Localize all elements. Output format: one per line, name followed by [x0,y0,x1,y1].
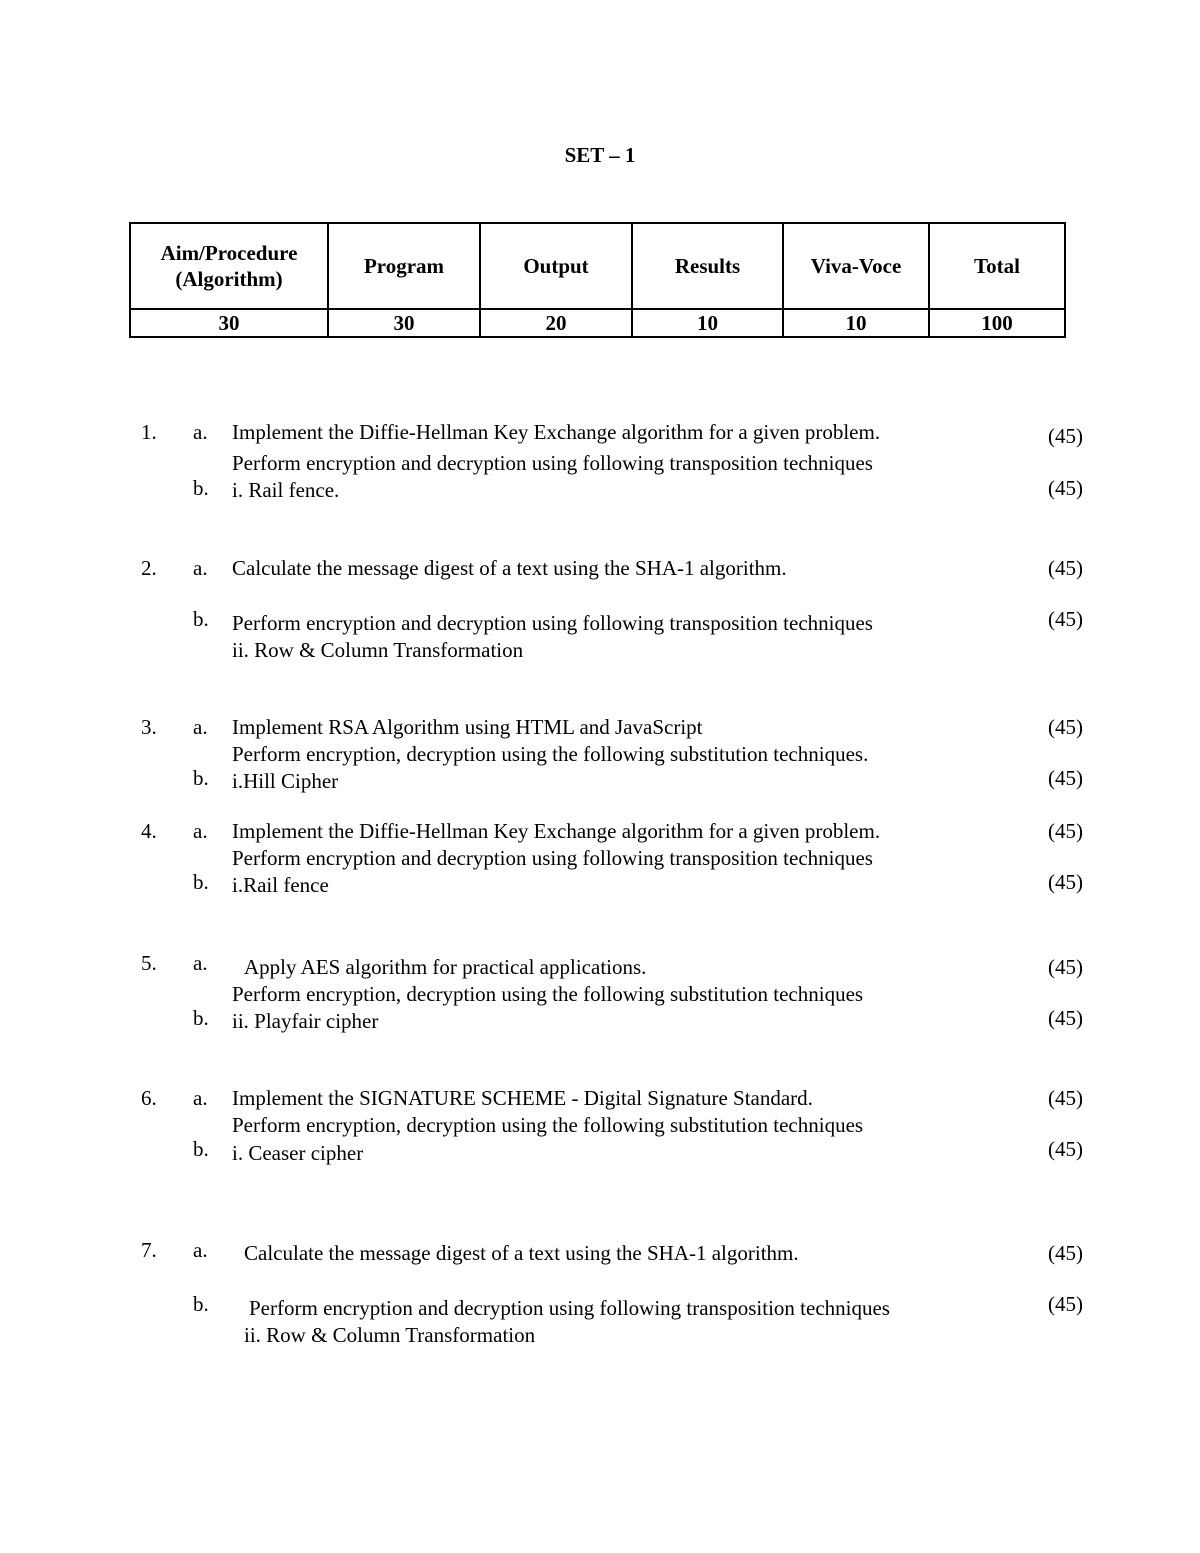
part-a-marks: (45) [1048,424,1083,448]
header-program: Program [328,223,480,309]
marks-table [129,222,1066,338]
part-b-label: b. [193,476,209,500]
part-a-text: Implement the Diffie-Hellman Key Exchange algorithm for a given problem. [232,819,881,843]
part-b-line1: Perform encryption, decryption using the following substitution techniques [232,982,864,1006]
part-b-marks: (45) [1048,607,1083,631]
header-total: Total [929,223,1065,309]
part-b-line1: Perform encryption and decryption using following transposition techniques [232,611,873,635]
part-b-line2: i. Ceaser cipher [232,1141,364,1165]
part-a-label: a. [193,819,208,843]
part-a-marks: (45) [1048,955,1083,979]
part-a-label: a. [193,1086,208,1110]
question-number: 6. [141,1086,157,1110]
part-b-label: b. [193,1292,209,1316]
part-b-marks: (45) [1048,1137,1083,1161]
part-b-line2: ii. Playfair cipher [232,1009,379,1033]
part-a-text: Implement the Diffie-Hellman Key Exchange algorithm for a given problem. [232,420,881,444]
part-a-label: a. [193,1238,208,1262]
part-b-line2: ii. Row & Column Transformation [244,1323,536,1347]
part-b-marks: (45) [1048,870,1083,894]
part-b-marks: (45) [1048,476,1083,500]
part-b-label: b. [193,870,209,894]
part-a-label: a. [193,951,208,975]
part-b-label: b. [193,607,209,631]
header-viva-voce: Viva-Voce [783,223,929,309]
part-a-text: Apply AES algorithm for practical applications. [244,955,647,979]
part-a-marks: (45) [1048,1086,1083,1110]
value-output: 20 [480,309,632,337]
question-number: 5. [141,951,157,975]
part-a-marks: (45) [1048,556,1083,580]
value-program: 30 [328,309,480,337]
question-number: 4. [141,819,157,843]
part-a-label: a. [193,715,208,739]
part-b-line2: i.Rail fence [232,873,329,897]
part-b-line1: Perform encryption and decryption using following transposition techniques [232,451,873,475]
question-number: 1. [141,420,157,444]
part-b-marks: (45) [1048,766,1083,790]
question-number: 7. [141,1238,157,1262]
part-b-label: b. [193,1006,209,1030]
part-a-text: Calculate the message digest of a text using the SHA-1 algorithm. [244,1241,799,1265]
question-number: 2. [141,556,157,580]
part-b-marks: (45) [1048,1006,1083,1030]
value-aim-procedure: 30 [130,309,328,337]
question-number: 3. [141,715,157,739]
value-total: 100 [929,309,1065,337]
header-aim-line2: (Algorithm) [175,267,283,291]
part-b-line1: Perform encryption and decryption using following transposition techniques [249,1296,890,1320]
part-b-line1: Perform encryption, decryption using the following substitution techniques [232,1113,864,1137]
part-b-line1: Perform encryption and decryption using following transposition techniques [232,846,873,870]
part-b-line2: i.Hill Cipher [232,769,339,793]
marks-value-row [130,309,1065,337]
part-b-marks: (45) [1048,1292,1083,1316]
header-output: Output [480,223,632,309]
part-b-line2: ii. Row & Column Transformation [232,638,524,662]
part-b-label: b. [193,1137,209,1161]
part-b-label: b. [193,766,209,790]
part-b-line1: Perform encryption, decryption using the following substitution techniques. [232,742,869,766]
part-a-label: a. [193,420,208,444]
part-a-marks: (45) [1048,715,1083,739]
part-b-line2: i. Rail fence. [232,478,340,502]
part-a-text: Calculate the message digest of a text using the SHA-1 algorithm. [232,556,787,580]
part-a-text: Implement RSA Algorithm using HTML and JavaScript [232,715,703,739]
part-a-text: Implement the SIGNATURE SCHEME - Digital Signature Standard. [232,1086,813,1110]
part-a-label: a. [193,556,208,580]
header-results: Results [632,223,783,309]
value-results: 10 [632,309,783,337]
value-viva-voce: 10 [783,309,929,337]
part-a-marks: (45) [1048,1241,1083,1265]
part-a-marks: (45) [1048,819,1083,843]
page-title: SET – 1 [564,143,636,167]
header-aim-line1: Aim/Procedure [160,241,298,265]
marks-header-row [130,223,1065,309]
header-aim-procedure [130,223,328,309]
